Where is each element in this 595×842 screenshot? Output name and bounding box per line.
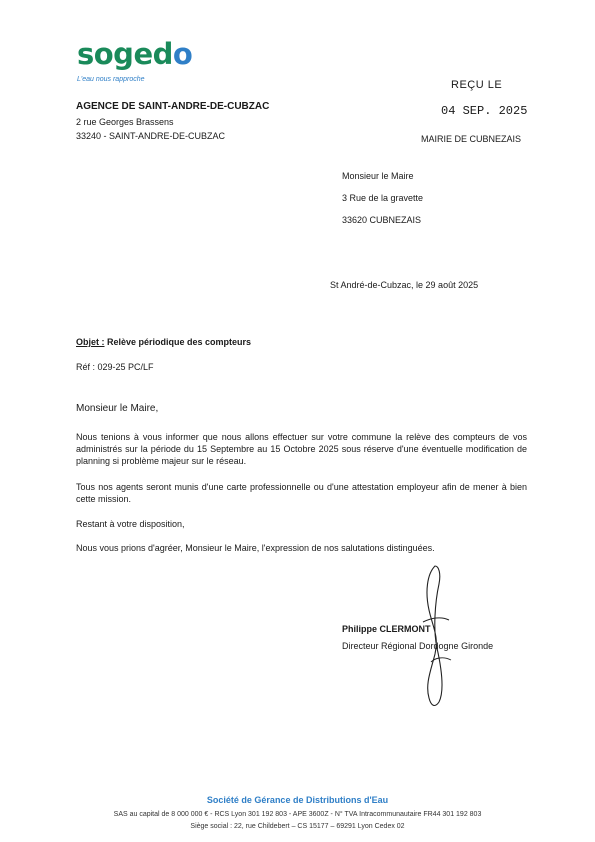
letter-reference: Réf : 029-25 PC/LF — [76, 362, 154, 372]
signatory-name: Philippe CLERMONT — [342, 624, 431, 634]
agency-name: AGENCE DE SAINT-ANDRE-DE-CUBZAC — [76, 101, 270, 112]
agency-city: 33240 - SAINT-ANDRE-DE-CUBZAC — [76, 131, 226, 141]
recipient-street: 3 Rue de la gravette — [342, 193, 424, 203]
letter-salutation: Monsieur le Maire, — [76, 403, 159, 414]
sogedo-logo — [77, 37, 193, 71]
recipient-name: Monsieur le Maire — [342, 171, 414, 181]
body-paragraph-1: Nous tenions à vous informer que nous allons effectuer sur votre commune la relève des compteurs de vos administrés sur la période du 15 Septembre au 15 Octobre 2025 sous réserve d'une éventuelle modification de planning si problème majeur sur le réseau. — [76, 432, 527, 466]
logo-text: soged — [77, 37, 173, 71]
letter-subject — [76, 337, 251, 347]
footer-address-line: Siège social : 22, rue Childebert – CS 15177 – 69291 Lyon Cedex 02 — [190, 823, 405, 830]
received-stamp-title: REÇU LE — [451, 79, 503, 91]
recipient-city: 33620 CUBNEZAIS — [342, 215, 422, 225]
received-stamp-date: 04 SEP. 2025 — [441, 104, 528, 118]
signatory-title: Directeur Régional Dordogne Gironde — [342, 641, 494, 651]
logo-accent-letter: o — [172, 37, 193, 71]
handwritten-signature — [405, 562, 465, 712]
footer-company-name: Société de Gérance de Distributions d'Eau — [206, 795, 389, 805]
footer-legal-line: SAS au capital de 8 000 000 € - RCS Lyon 301 192 803 - APE 3600Z - N° TVA Intracommunautaire FR44 301 192 803 — [113, 811, 482, 818]
body-paragraph-3: Restant à votre disposition, — [76, 519, 185, 529]
letter-date: St André-de-Cubzac, le 29 août 2025 — [330, 280, 479, 290]
body-paragraph-2: Tous nos agents seront munis d'une carte professionnelle ou d'une attestation employeur afin de mener à bien cette mission. — [76, 482, 527, 504]
received-stamp-mairie: MAIRIE DE CUBNEZAIS — [421, 134, 522, 144]
subject-text: Relève périodique des compteurs — [107, 337, 252, 347]
agency-street: 2 rue Georges Brassens — [76, 117, 174, 127]
logo-tagline: L'eau nous rapproche — [77, 76, 145, 83]
body-paragraph-4: Nous vous prions d'agréer, Monsieur le Maire, l'expression de nos salutations distinguées. — [76, 543, 435, 553]
subject-label: Objet : — [76, 337, 105, 347]
